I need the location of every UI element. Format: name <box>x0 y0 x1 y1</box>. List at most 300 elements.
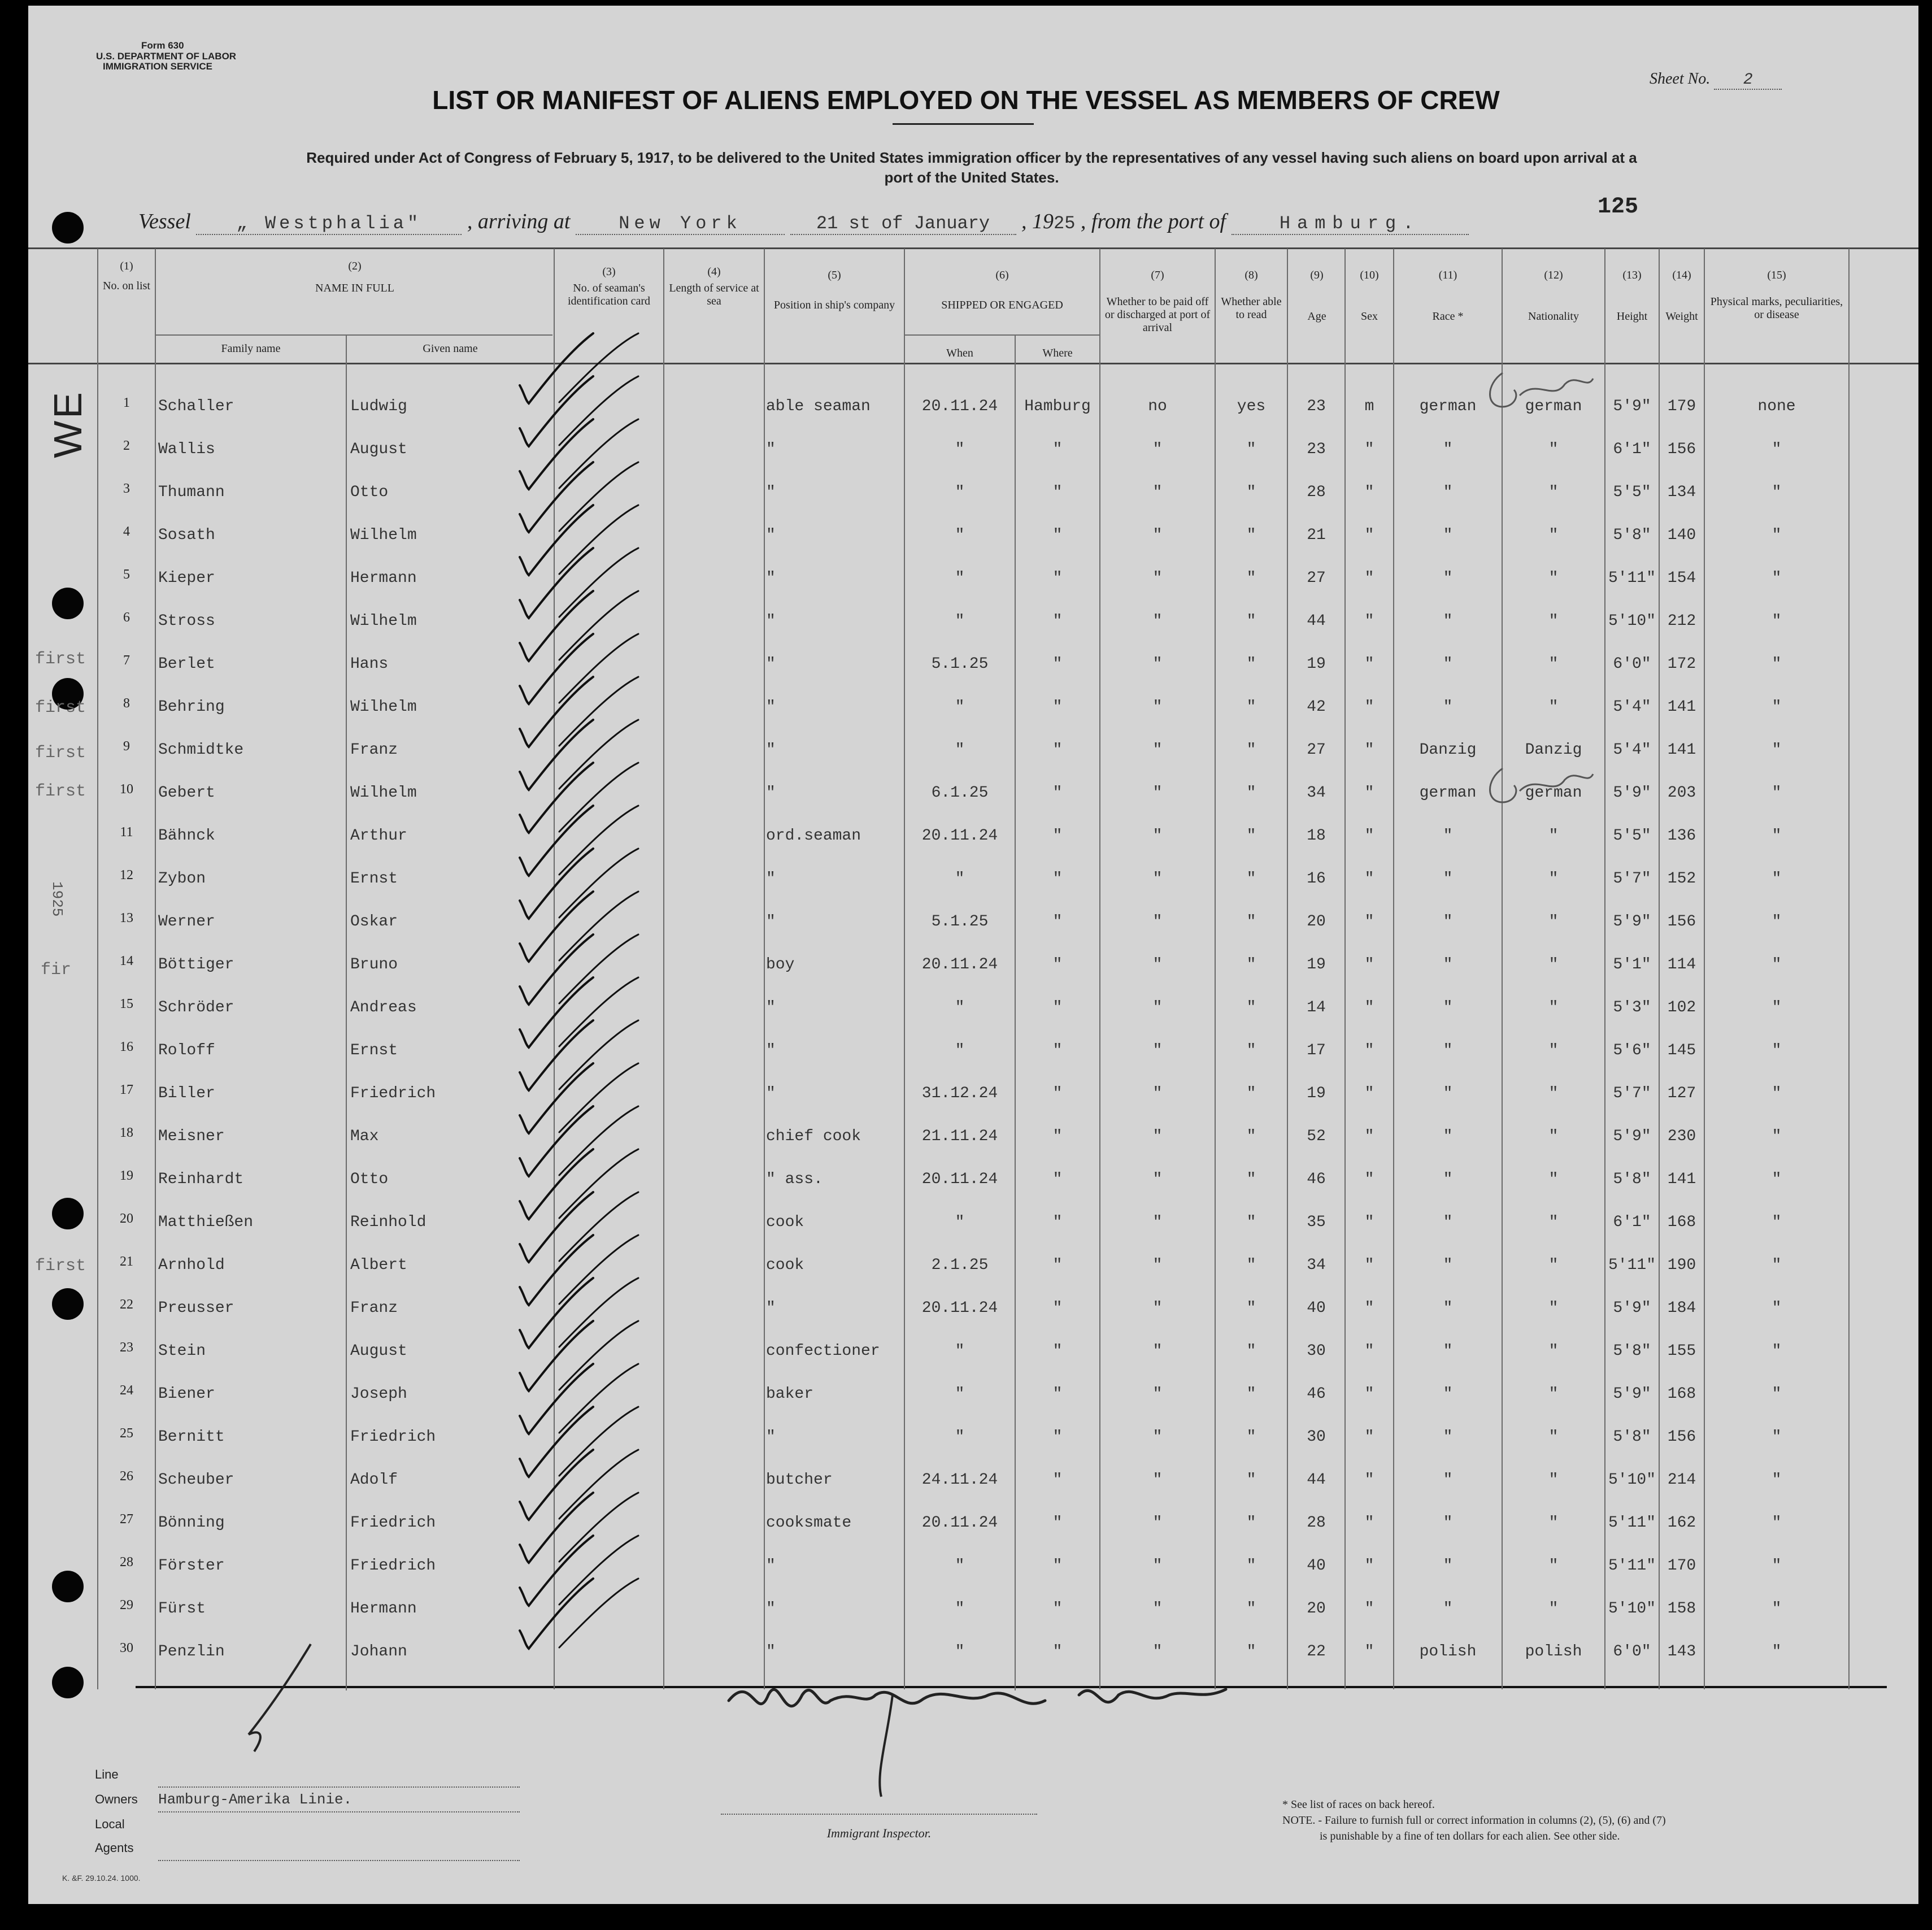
given-name: Ludwig <box>350 398 407 415</box>
given-name: Ernst <box>350 1042 398 1059</box>
given-name: August <box>350 441 407 458</box>
weight: 141 <box>1667 741 1696 759</box>
weight: 155 <box>1667 1342 1696 1360</box>
position: " <box>766 570 776 587</box>
shipped-where: " <box>1052 913 1063 931</box>
able-to-read: " <box>1246 1342 1256 1360</box>
check-mark <box>559 1106 638 1175</box>
race: " <box>1443 913 1453 931</box>
age: 27 <box>1307 741 1326 759</box>
family-name: Thumann <box>158 484 225 501</box>
weight: 145 <box>1667 1042 1696 1059</box>
header-physical-marks: (15) Physical marks, peculiarities, or disease <box>1710 269 1843 321</box>
check-mark <box>559 548 638 617</box>
given-name: Otto <box>350 484 389 501</box>
given-name: Friedrich <box>350 1085 436 1102</box>
able-to-read: " <box>1246 1299 1256 1317</box>
form-agency <box>96 41 236 72</box>
paid-off: " <box>1152 741 1163 759</box>
sex: " <box>1364 484 1374 501</box>
given-name: Johann <box>350 1643 407 1661</box>
shipped-when: " <box>955 1428 965 1446</box>
family-name: Biener <box>158 1385 215 1403</box>
able-to-read: " <box>1246 1643 1256 1661</box>
given-name: Wilhelm <box>350 527 417 544</box>
age: 44 <box>1307 612 1326 630</box>
paid-off: " <box>1152 1214 1163 1231</box>
nationality: " <box>1548 570 1559 587</box>
sex: " <box>1364 570 1374 587</box>
row-number: 22 <box>120 1297 133 1312</box>
binder-hole <box>52 588 84 619</box>
weight: 170 <box>1667 1557 1696 1575</box>
row-number: 14 <box>120 954 133 968</box>
col-divider <box>97 249 98 1689</box>
physical-marks: " <box>1772 1257 1782 1274</box>
nationality: " <box>1548 1428 1559 1446</box>
sex: " <box>1364 1557 1374 1575</box>
check-mark <box>520 1493 593 1563</box>
nationality: Danzig <box>1525 741 1582 759</box>
paid-off: " <box>1152 999 1163 1016</box>
physical-marks: " <box>1772 1514 1782 1532</box>
signature-stroke <box>880 1695 893 1797</box>
weight: 114 <box>1667 956 1696 973</box>
annotation-stroke <box>1490 768 1594 802</box>
shipped-when: 20.11.24 <box>921 956 998 973</box>
given-name: Franz <box>350 1299 398 1317</box>
race: " <box>1443 655 1453 673</box>
able-to-read: " <box>1246 913 1256 931</box>
shipped-when: 31.12.24 <box>921 1085 998 1102</box>
shipped-where: " <box>1052 1299 1063 1317</box>
family-name: Behring <box>158 698 225 716</box>
check-mark <box>559 419 638 488</box>
height: 5'4" <box>1613 698 1651 716</box>
sex: " <box>1364 1257 1374 1274</box>
able-to-read: " <box>1246 784 1256 802</box>
paid-off: " <box>1152 1514 1163 1532</box>
able-to-read: " <box>1246 956 1256 973</box>
shipped-where: " <box>1052 570 1063 587</box>
able-to-read: " <box>1246 484 1256 501</box>
table-top-rule <box>28 247 1918 249</box>
family-name: Wallis <box>158 441 215 458</box>
paid-off: " <box>1152 956 1163 973</box>
height: 5'11" <box>1608 1557 1656 1575</box>
paid-off: " <box>1152 1171 1163 1188</box>
check-mark <box>559 892 638 960</box>
family-name: Schaller <box>158 398 234 415</box>
shipped-where: " <box>1052 1214 1063 1231</box>
check-mark <box>559 634 638 703</box>
nationality: " <box>1548 527 1559 544</box>
paid-off: " <box>1152 698 1163 716</box>
position: ord.seaman <box>766 827 861 845</box>
sheet-value: 2 <box>1714 71 1782 90</box>
height: 5'8" <box>1613 1342 1651 1360</box>
race: " <box>1443 1385 1453 1403</box>
row-number: 23 <box>120 1340 133 1355</box>
height: 5'8" <box>1613 1428 1651 1446</box>
check-mark <box>520 1063 593 1133</box>
given-name: Ernst <box>350 870 398 888</box>
row-number: 6 <box>123 610 130 625</box>
weight: 179 <box>1667 398 1696 415</box>
shipped-when: " <box>955 1643 965 1661</box>
height: 5'6" <box>1613 1042 1651 1059</box>
col-divider <box>155 249 156 1689</box>
nationality: " <box>1548 827 1559 845</box>
height: 5'5" <box>1613 827 1651 845</box>
given-name: Andreas <box>350 999 417 1016</box>
age: 28 <box>1307 484 1326 501</box>
able-to-read: " <box>1246 1385 1256 1403</box>
height: 5'11" <box>1608 1514 1656 1532</box>
binder-hole <box>52 1288 84 1320</box>
paid-off: " <box>1152 913 1163 931</box>
check-mark <box>559 677 638 746</box>
age: 52 <box>1307 1128 1326 1145</box>
position: " <box>766 1042 776 1059</box>
form-number: Form 630 <box>141 40 184 51</box>
shipped-where: " <box>1052 484 1063 501</box>
race: " <box>1443 527 1453 544</box>
age: 19 <box>1307 655 1326 673</box>
race: " <box>1443 1600 1453 1618</box>
position: " <box>766 1299 776 1317</box>
physical-marks: " <box>1772 1342 1782 1360</box>
subtitle-line-1: Required under Act of Congress of February 5, 1917, to be delivered to the United States immigration officer by the representatives of any vessel having such aliens on board upon arrival at a <box>306 149 1637 166</box>
age: 44 <box>1307 1471 1326 1489</box>
check-mark <box>520 548 593 618</box>
family-name: Gebert <box>158 784 215 802</box>
family-name: Preusser <box>158 1299 234 1317</box>
margin-first: first <box>35 650 86 669</box>
nationality: " <box>1548 1171 1559 1188</box>
position: boy <box>766 956 795 973</box>
height: 6'0" <box>1613 655 1651 673</box>
physical-marks: " <box>1772 827 1782 845</box>
able-to-read: " <box>1246 870 1256 888</box>
row-number: 18 <box>120 1125 133 1140</box>
shipped-when: 20.11.24 <box>921 827 998 845</box>
check-mark <box>559 1579 638 1648</box>
age: 42 <box>1307 698 1326 716</box>
check-mark <box>520 763 593 833</box>
vessel-line <box>138 209 1469 235</box>
check-mark <box>520 1192 593 1262</box>
row-number: 20 <box>120 1211 133 1226</box>
arrival-year: 25 <box>1054 213 1076 234</box>
sex: " <box>1364 956 1374 973</box>
position: " <box>766 1643 776 1661</box>
position: " <box>766 870 776 888</box>
paid-off: " <box>1152 1385 1163 1403</box>
height: 5'9" <box>1613 1128 1651 1145</box>
check-mark <box>559 934 638 1003</box>
margin-first: first <box>35 782 86 801</box>
sex: " <box>1364 1600 1374 1618</box>
row-number: 25 <box>120 1426 133 1441</box>
sex: " <box>1364 1385 1374 1403</box>
family-name: Matthießen <box>158 1214 254 1231</box>
sex: " <box>1364 1643 1374 1661</box>
physical-marks: " <box>1772 741 1782 759</box>
physical-marks: " <box>1772 999 1782 1016</box>
age: 16 <box>1307 870 1326 888</box>
row-number: 7 <box>123 653 130 668</box>
sex: " <box>1364 527 1374 544</box>
given-name: Bruno <box>350 956 398 973</box>
row-number: 3 <box>123 481 130 496</box>
physical-marks: " <box>1772 1128 1782 1145</box>
race: " <box>1443 1514 1453 1532</box>
paid-off: " <box>1152 612 1163 630</box>
position: " <box>766 1428 776 1446</box>
shipped-when: " <box>955 698 965 716</box>
physical-marks: " <box>1772 1557 1782 1575</box>
paid-off: " <box>1152 441 1163 458</box>
check-mark <box>520 591 593 661</box>
able-to-read: " <box>1246 1471 1256 1489</box>
check-mark <box>559 720 638 789</box>
position: cooksmate <box>766 1514 852 1532</box>
shipped-when: " <box>955 484 965 501</box>
able-to-read: " <box>1246 999 1256 1016</box>
margin-stamp-date: 1925 <box>49 881 66 917</box>
weight: 141 <box>1667 698 1696 716</box>
family-name: Bernitt <box>158 1428 225 1446</box>
able-to-read: " <box>1246 655 1256 673</box>
weight: 102 <box>1667 999 1696 1016</box>
physical-marks: " <box>1772 913 1782 931</box>
printer-mark: K. &F. 29.10.24. 1000. <box>62 1874 141 1883</box>
physical-marks: " <box>1772 484 1782 501</box>
nationality: " <box>1548 956 1559 973</box>
given-name: Oskar <box>350 913 398 931</box>
check-mark <box>520 849 593 919</box>
row-number: 5 <box>123 567 130 582</box>
able-to-read: " <box>1246 570 1256 587</box>
physical-marks: " <box>1772 441 1782 458</box>
mark-stroke <box>249 1644 311 1751</box>
shipped-where: " <box>1052 655 1063 673</box>
height: 5'9" <box>1613 1385 1651 1403</box>
header-read: (8) Whether able to read <box>1221 269 1282 321</box>
row-number: 13 <box>120 911 133 925</box>
row-number: 21 <box>120 1254 133 1269</box>
check-mark <box>559 1493 638 1562</box>
position: " <box>766 1600 776 1618</box>
sex: " <box>1364 612 1374 630</box>
shipped-where: " <box>1052 870 1063 888</box>
height: 5'9" <box>1613 913 1651 931</box>
height: 5'3" <box>1613 999 1651 1016</box>
able-to-read: " <box>1246 1128 1256 1145</box>
sex: " <box>1364 784 1374 802</box>
header-where: Where <box>1042 347 1073 359</box>
height: 5'7" <box>1613 1085 1651 1102</box>
race: " <box>1443 1128 1453 1145</box>
family-name: Schröder <box>158 999 234 1016</box>
weight: 136 <box>1667 827 1696 845</box>
race: " <box>1443 1085 1453 1102</box>
name-subheader-rule <box>156 334 552 336</box>
departure-port: Hamburg. <box>1232 213 1469 235</box>
weight: 172 <box>1667 655 1696 673</box>
shipped-where: " <box>1052 1557 1063 1575</box>
family-name: Berlet <box>158 655 215 673</box>
shipped-when: 20.11.24 <box>921 1514 998 1532</box>
shipped-where: " <box>1052 956 1063 973</box>
race: " <box>1443 870 1453 888</box>
able-to-read: " <box>1246 1428 1256 1446</box>
family-name: Scheuber <box>158 1471 234 1489</box>
age: 17 <box>1307 1042 1326 1059</box>
age: 30 <box>1307 1342 1326 1360</box>
age: 18 <box>1307 827 1326 845</box>
row-number: 26 <box>120 1469 133 1484</box>
title-underline <box>893 123 1034 125</box>
able-to-read: " <box>1246 1557 1256 1575</box>
position: " <box>766 913 776 931</box>
paid-off: " <box>1152 827 1163 845</box>
year-prefix: , 19 <box>1021 210 1054 233</box>
table-header-rule <box>28 363 1918 364</box>
shipped-where: " <box>1052 1342 1063 1360</box>
position: " <box>766 999 776 1016</box>
check-mark <box>520 677 593 747</box>
family-name: Roloff <box>158 1042 215 1059</box>
nationality-annotation <box>1480 757 1604 825</box>
check-mark <box>520 376 593 446</box>
row-number: 4 <box>123 524 130 539</box>
sex: " <box>1364 1085 1374 1102</box>
check-mark <box>520 1321 593 1391</box>
age: 28 <box>1307 1514 1326 1532</box>
nationality: " <box>1548 441 1559 458</box>
shipped-where: " <box>1052 1643 1063 1661</box>
height: 5'11" <box>1608 1257 1656 1274</box>
height: 5'4" <box>1613 741 1651 759</box>
header-when: When <box>946 347 973 359</box>
sex: " <box>1364 1214 1374 1231</box>
signature-stroke <box>729 1689 1226 1706</box>
shipped-where: " <box>1052 1257 1063 1274</box>
given-name: Arthur <box>350 827 407 845</box>
shipped-when: " <box>955 570 965 587</box>
sex: " <box>1364 1342 1374 1360</box>
sex: " <box>1364 698 1374 716</box>
given-name: Albert <box>350 1257 407 1274</box>
race: " <box>1443 956 1453 973</box>
sex: " <box>1364 913 1374 931</box>
given-name: Max <box>350 1128 379 1145</box>
check-mark <box>559 1450 638 1519</box>
check-mark <box>559 1364 638 1433</box>
able-to-read: " <box>1246 441 1256 458</box>
check-mark <box>559 333 638 402</box>
position: cook <box>766 1214 804 1231</box>
shipped-when: " <box>955 870 965 888</box>
binder-hole <box>52 1667 84 1698</box>
check-mark <box>520 1450 593 1520</box>
nationality: " <box>1548 1257 1559 1274</box>
nationality: " <box>1548 484 1559 501</box>
nationality: " <box>1548 1342 1559 1360</box>
shipped-when: " <box>955 1557 965 1575</box>
shipped-where: " <box>1052 741 1063 759</box>
race: Danzig <box>1419 741 1477 759</box>
shipped-when: " <box>955 741 965 759</box>
age: 35 <box>1307 1214 1326 1231</box>
able-to-read: " <box>1246 1257 1256 1274</box>
family-name: Werner <box>158 913 215 931</box>
check-mark <box>559 591 638 660</box>
physical-marks: none <box>1757 398 1796 415</box>
weight: 168 <box>1667 1214 1696 1231</box>
family-name: Arnhold <box>158 1257 225 1274</box>
weight: 154 <box>1667 570 1696 587</box>
sex: " <box>1364 1299 1374 1317</box>
physical-marks: " <box>1772 1385 1782 1403</box>
header-race: (11) Race * <box>1432 269 1464 323</box>
check-mark <box>559 1020 638 1089</box>
physical-marks: " <box>1772 870 1782 888</box>
physical-marks: " <box>1772 527 1782 544</box>
row-number: 27 <box>120 1512 133 1527</box>
race: " <box>1443 827 1453 845</box>
race: " <box>1443 1428 1453 1446</box>
subtitle-line-2: port of the United States. <box>884 169 1059 186</box>
shipped-where: " <box>1052 999 1063 1016</box>
able-to-read: " <box>1246 741 1256 759</box>
nationality: " <box>1548 1042 1559 1059</box>
sex: " <box>1364 655 1374 673</box>
shipped-when: 24.11.24 <box>921 1471 998 1489</box>
shipped-when: 5.1.25 <box>931 913 989 931</box>
check-mark <box>559 1192 638 1261</box>
physical-marks: " <box>1772 698 1782 716</box>
paid-off: " <box>1152 655 1163 673</box>
age: 34 <box>1307 784 1326 802</box>
height: 5'11" <box>1608 570 1656 587</box>
shipped-where: " <box>1052 1042 1063 1059</box>
row-number: 29 <box>120 1598 133 1612</box>
height: 6'0" <box>1613 1643 1651 1661</box>
annotation-stroke <box>1490 373 1594 407</box>
header-position: (5) Position in ship's company <box>773 269 895 311</box>
family-name: Meisner <box>158 1128 225 1145</box>
check-mark <box>559 1321 638 1390</box>
page-subtitle <box>85 148 1859 188</box>
shipped-where: " <box>1052 612 1063 630</box>
physical-marks: " <box>1772 1085 1782 1102</box>
stamp-number: 125 <box>1598 194 1639 220</box>
nationality: " <box>1548 1128 1559 1145</box>
paid-off: " <box>1152 1342 1163 1360</box>
age: 40 <box>1307 1557 1326 1575</box>
check-mark <box>559 1536 638 1605</box>
age: 40 <box>1307 1299 1326 1317</box>
vessel-name: „ Westphalia" <box>196 213 462 235</box>
family-name: Penzlin <box>158 1643 225 1661</box>
arrival-date: 21 st of January <box>790 213 1016 235</box>
header-height: (13) Height <box>1616 269 1648 323</box>
able-to-read: " <box>1246 1085 1256 1102</box>
position: " <box>766 441 776 458</box>
